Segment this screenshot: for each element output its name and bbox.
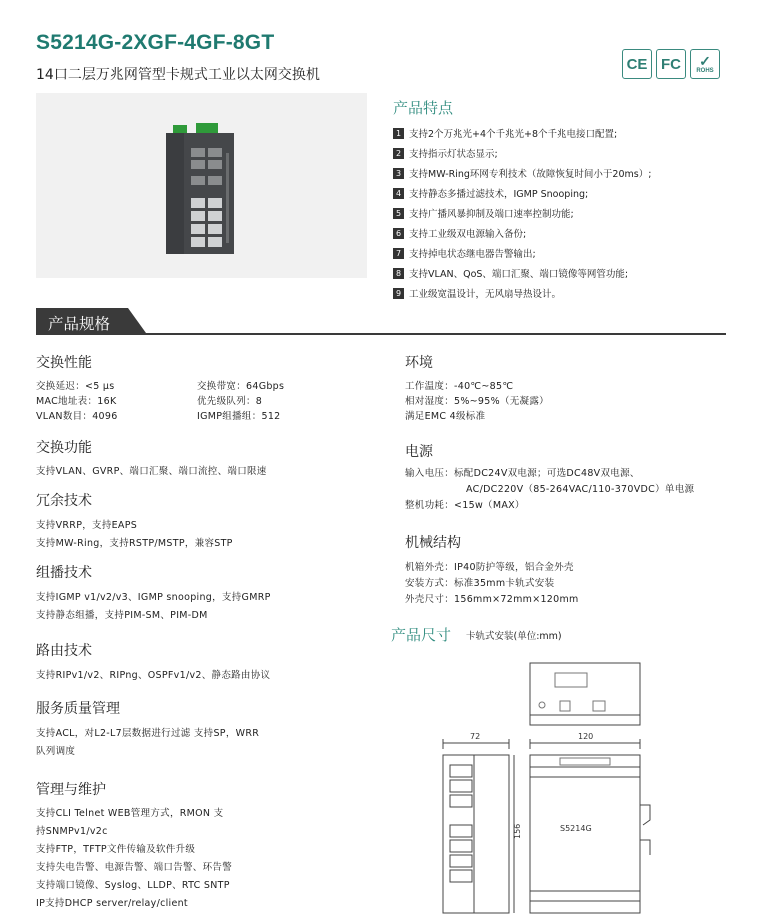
dimension-drawing [430, 655, 760, 917]
rohs-cert-label: ROHS [696, 67, 714, 74]
mgmt-title: 管理与维护 [36, 782, 106, 798]
spec-line: 支持VRRP，支持EAPS [36, 520, 138, 531]
spec-line: AC/DC220V（85-264VAC/110-370VDC）单电源 [466, 484, 695, 495]
product-subtitle: 14口二层万兆网管型卡规式工业以太网交换机 [36, 67, 320, 83]
spec-value: VLAN数目：4096 [36, 411, 118, 422]
width-label: 72 [470, 732, 481, 741]
feature-text: 工业级宽温设计，无风扇导热设计。 [409, 289, 562, 300]
mechanical-title: 机械结构 [405, 535, 461, 551]
spec-line: 机箱外壳：IP40防护等级，铝合金外壳 [405, 562, 574, 573]
spec-line: 持SNMPv1/v2c [36, 826, 108, 837]
spec-line: 支持失电告警、电源告警、端口告警、环告警 [36, 862, 233, 873]
spec-line: 支持FTP，TFTP文件传输及软件升级 [36, 844, 196, 855]
feature-text: 支持VLAN、QoS、端口汇聚、端口镜像等网管功能; [409, 269, 629, 280]
features-title: 产品特点 [393, 99, 454, 117]
environment-title: 环境 [405, 355, 433, 371]
feature-item [393, 166, 651, 180]
feature-item [393, 186, 588, 200]
dimensions-title: 产品尺寸 [391, 626, 452, 644]
feature-item [393, 146, 498, 160]
feature-item [393, 246, 536, 260]
feature-text: 支持广播风暴抑制及端口速率控制功能; [409, 209, 574, 220]
routing-title: 路由技术 [36, 643, 92, 659]
feature-item [393, 266, 628, 280]
spec-line: 支持端口镜像、Syslog、LLDP、RTC SNTP [36, 880, 230, 891]
spec-line: 输入电压：标配DC24V双电源；可选DC48V双电源、 [405, 468, 640, 479]
feature-number: 5 [393, 208, 404, 219]
feature-number: 2 [393, 148, 404, 159]
spec-line: 外壳尺寸：156mm×72mm×120mm [405, 594, 579, 605]
spec-line: 支持静态组播，支持PIM-SM、PIM-DM [36, 610, 208, 621]
feature-text: 支持静态多播过滤技术，IGMP Snooping; [409, 189, 589, 200]
feature-text: 支持MW-Ring环网专利技术（故障恢复时间小于20ms）; [409, 169, 652, 180]
depth-label: 120 [578, 732, 594, 741]
feature-number: 4 [393, 188, 404, 199]
spec-value: 交换延迟：<5 μs [36, 381, 115, 392]
exchange-perf-title: 交换性能 [36, 355, 92, 371]
multicast-title: 组播技术 [36, 565, 92, 581]
spec-value: 交换带宽：64Gbps [197, 381, 285, 392]
feature-text: 支持指示灯状态显示; [409, 149, 498, 160]
spec-line: 支持CLI Telnet WEB管理方式，RMON 支 [36, 808, 224, 819]
fc-cert-icon: FC [656, 49, 686, 79]
spec-line: 队列调度 [36, 746, 76, 757]
spec-line: 支持IGMP v1/v2/v3、IGMP snooping，支持GMRP [36, 592, 271, 603]
exchange-func-title: 交换功能 [36, 440, 92, 456]
rohs-cert-icon: ✓ ROHS [690, 49, 720, 79]
spec-line: 支持VLAN、GVRP、端口汇聚、端口流控、端口限速 [36, 466, 267, 477]
specs-banner [36, 308, 762, 338]
spec-line: 支持RIPv1/v2、RIPng、OSPFv1/v2、静态路由协议 [36, 670, 271, 681]
feature-number: 3 [393, 168, 404, 179]
spec-value: MAC地址表：16K [36, 396, 117, 407]
power-title: 电源 [405, 444, 433, 460]
spec-line: 支持ACL，对L2-L7层数据进行过滤 支持SP，WRR [36, 728, 260, 739]
spec-value: IGMP组播组：512 [197, 411, 281, 422]
feature-text: 支持2个万兆光+4个千兆光+8个千兆电接口配置; [409, 129, 618, 140]
feature-number: 9 [393, 288, 404, 299]
height-label: 156 [513, 823, 522, 839]
spec-value: 优先级队列：8 [197, 396, 263, 407]
redundancy-title: 冗余技术 [36, 493, 92, 509]
qos-title: 服务质量管理 [36, 701, 120, 717]
spec-line: 支持MW-Ring，支持RSTP/MSTP，兼容STP [36, 538, 233, 549]
feature-text: 支持掉电状态继电器告警输出; [409, 249, 536, 260]
feature-item [393, 126, 617, 140]
feature-number: 1 [393, 128, 404, 139]
spec-line: IP支持DHCP server/relay/client [36, 898, 188, 909]
feature-item [393, 206, 574, 220]
product-photo [36, 93, 367, 278]
spec-line: 整机功耗：<15w（MAX） [405, 500, 525, 511]
feature-item [393, 226, 526, 240]
ce-cert-icon: CE [622, 49, 652, 79]
dimensions-subtitle: 卡轨式安装(单位:mm) [466, 631, 562, 642]
specs-banner-title: 产品规格 [48, 315, 111, 333]
feature-number: 6 [393, 228, 404, 239]
feature-text: 支持工业级双电源输入备份; [409, 229, 527, 240]
model-label: S5214G [560, 824, 592, 833]
spec-line: 相对湿度：5%~95%（无凝露） [405, 396, 549, 407]
feature-number: 7 [393, 248, 404, 259]
spec-line: 满足EMC 4级标准 [405, 411, 486, 422]
spec-line: 安装方式：标准35mm卡轨式安装 [405, 578, 555, 589]
feature-item [393, 286, 561, 300]
feature-number: 8 [393, 268, 404, 279]
spec-line: 工作温度：-40℃~85℃ [405, 381, 514, 392]
product-title: S5214G-2XGF-4GF-8GT [36, 31, 275, 54]
